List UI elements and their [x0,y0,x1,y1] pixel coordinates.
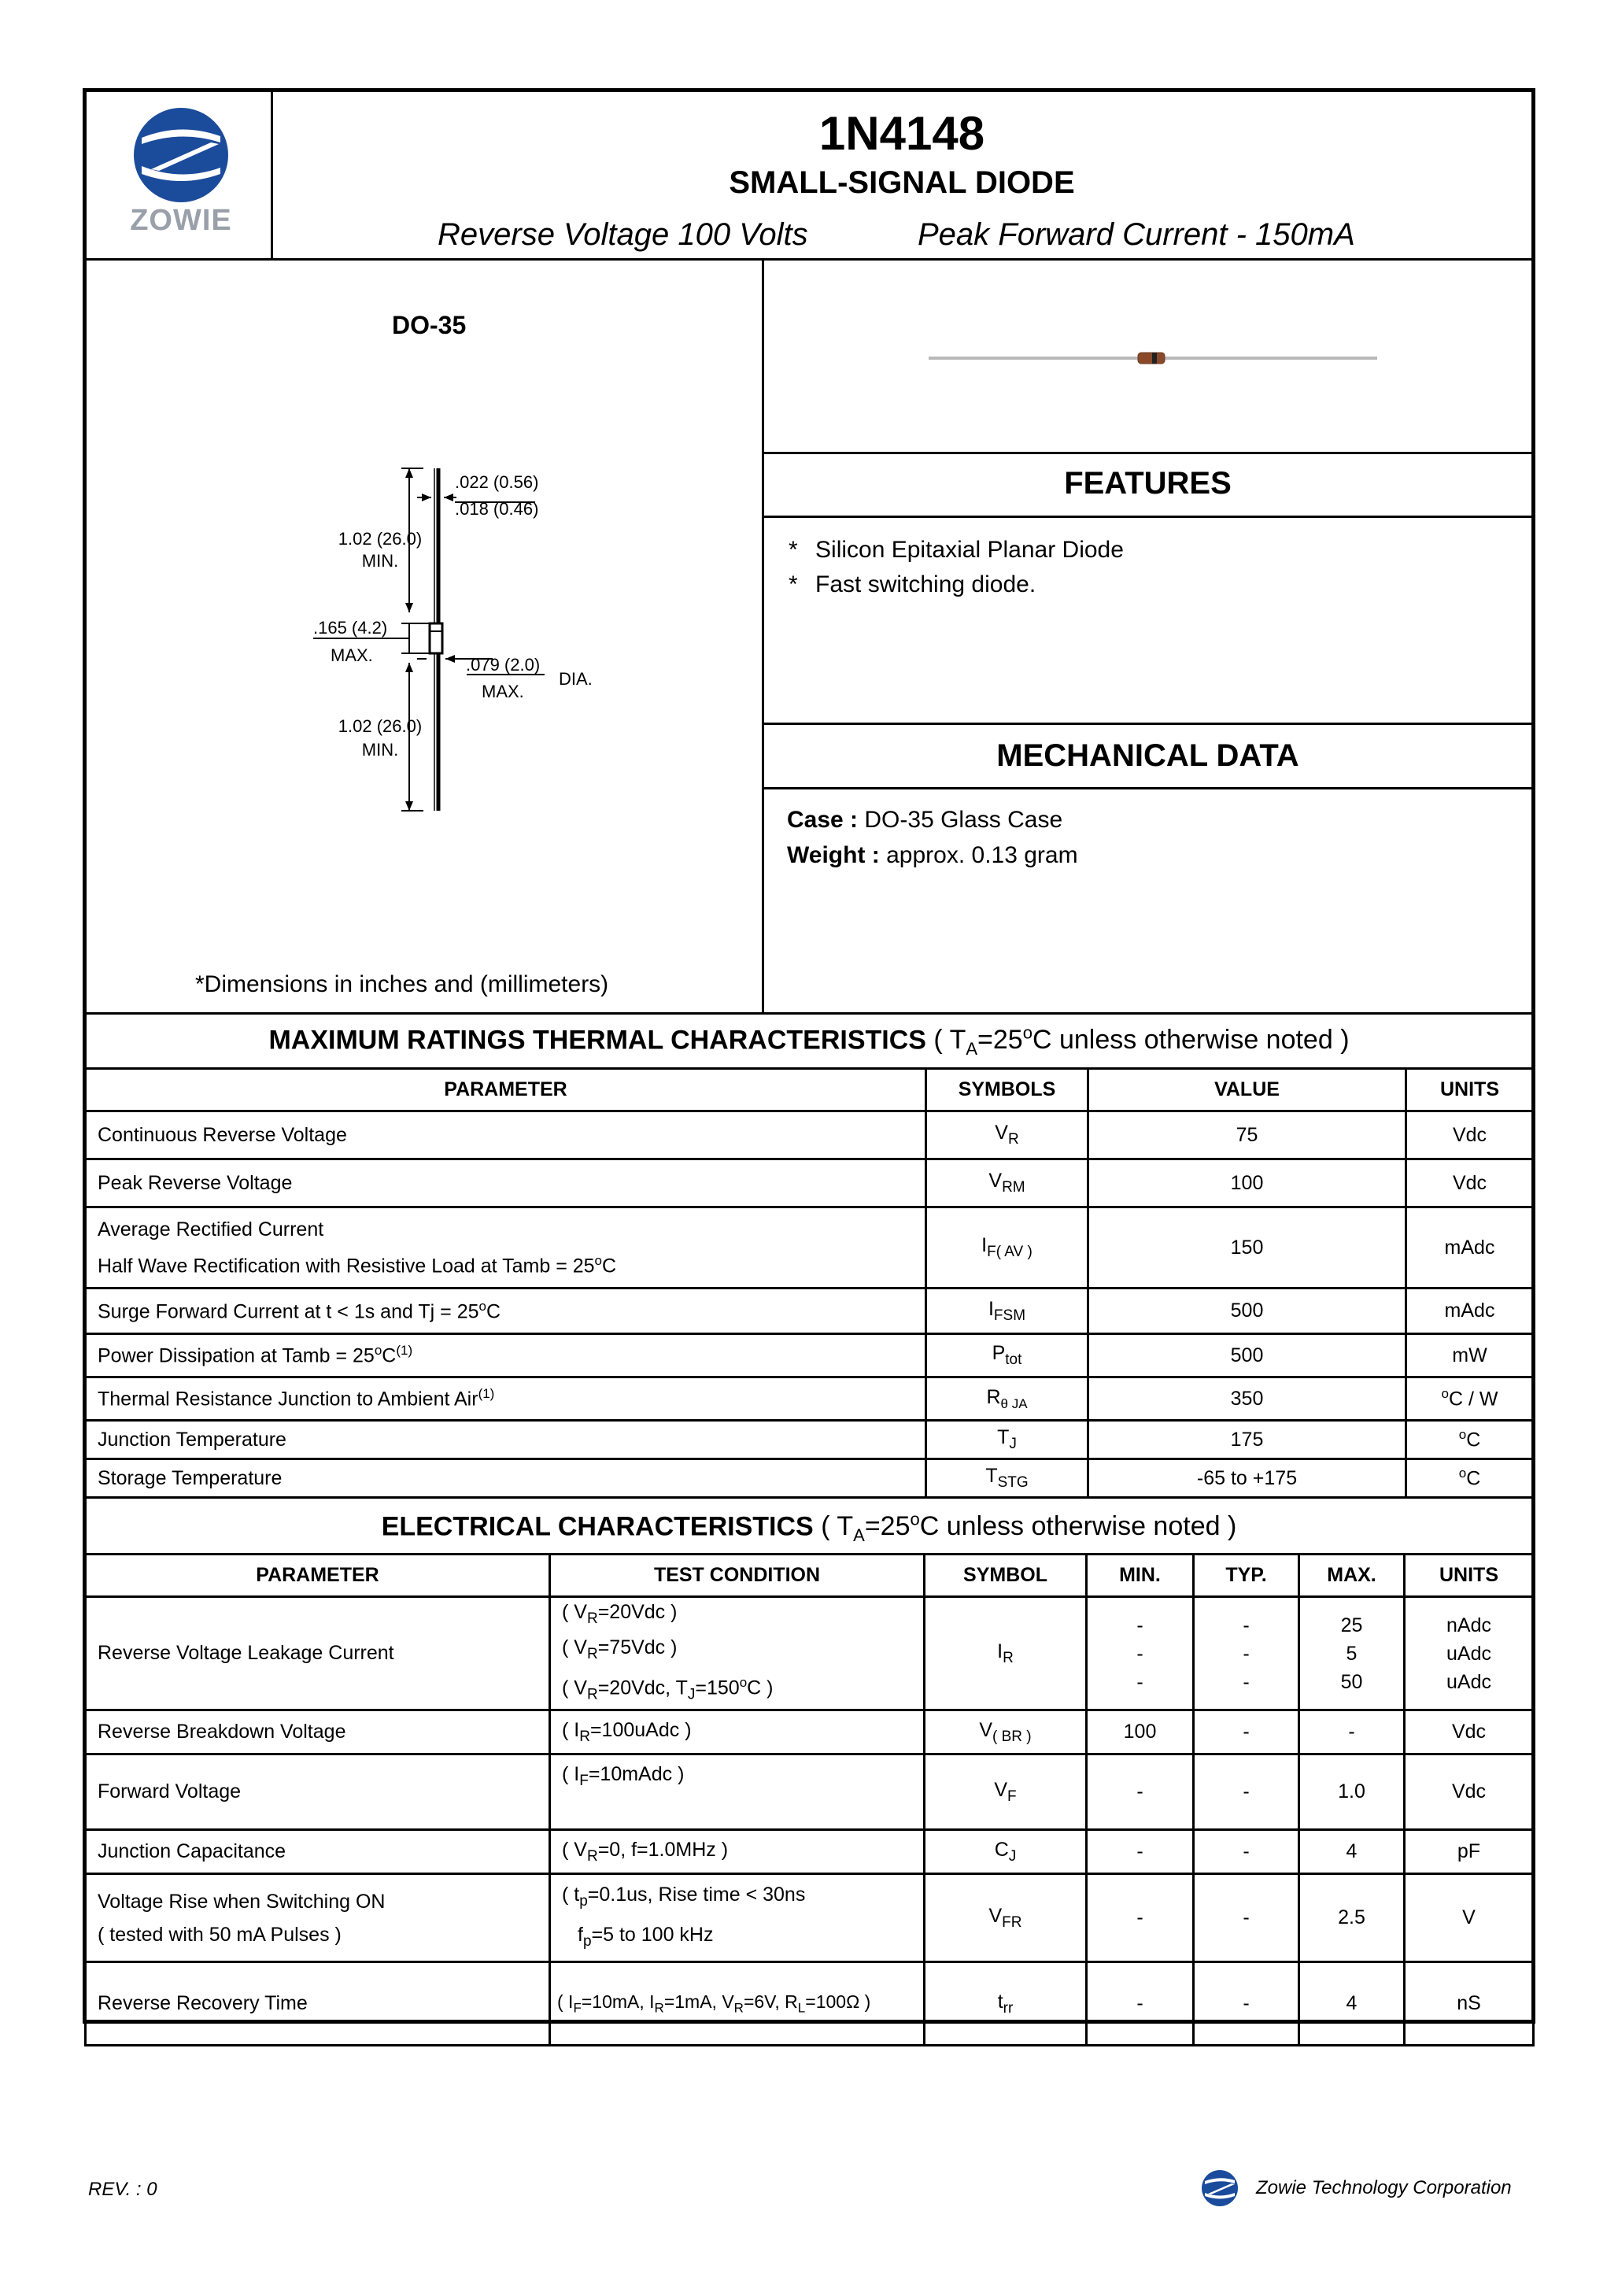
value-cell: 350 [1088,1377,1406,1421]
dim-body-length: .165 (4.2) [313,618,388,638]
table-header-row [86,1069,1534,1111]
max-ratings-table [84,1067,1535,1499]
max-cell: 4 [1299,1962,1405,2046]
unit-cell: $^o$C [1406,1459,1534,1498]
max-cell: 4 [1299,1830,1405,1874]
dim-body-dia-suffix: DIA. [559,669,593,689]
condition-cell: ( $V_R=20Vdc$ ) ( $V_R=75Vdc$ ) ( $V_R=20Vdc$, $T_J=150^oC$ ) [550,1597,925,1710]
table-row [86,1962,1534,2046]
unit-cell: Vdc [1405,1754,1534,1830]
value-cell: 150 [1088,1207,1406,1288]
max-ratings-condition: ( $T_A=25^oC$ unless otherwise noted ) [933,1023,1350,1059]
table-row [86,1597,1534,1710]
min-cell: - [1087,1874,1194,1962]
symbol-cell: $V_{( BR )}$ [925,1710,1087,1754]
param-cell: Voltage Rise when Switching ON ( tested with 50 mA Pulses ) [86,1874,550,1962]
dim-lead-length-bottom-note: MIN. [361,740,399,760]
features-heading-rule [763,516,1532,518]
col-header: PARAMETER [86,1069,926,1111]
unit-cell: $^o$C / W [1406,1377,1534,1421]
max-ratings-title [87,1023,1531,1059]
typ-cell: - [1194,1754,1299,1830]
weight-label: Weight : [787,842,880,868]
unit-cell: mW [1406,1334,1534,1377]
header-bottom-rule [84,258,1532,261]
unit-cell: pF [1405,1830,1534,1874]
forward-current-spec: Peak Forward Current - 150mA [918,217,1355,252]
max-ratings-heading: MAXIMUM RATINGS THERMAL CHARACTERISTICS [268,1025,926,1056]
features-top-rule [763,452,1532,454]
feature-bullet: * [789,571,798,597]
unit-cell: Vdc [1405,1710,1534,1754]
part-number: 1N4148 [818,107,985,160]
min-cell: - [1087,1830,1194,1874]
condition-cell: ( $I_R=100uAdc$ ) [550,1710,925,1754]
value-cell: 100 [1088,1159,1406,1207]
feature-bullet: * [789,537,798,563]
min-cell: - [1087,1754,1194,1830]
table-row [86,1159,1534,1207]
table-row [86,1111,1534,1159]
param-cell: Reverse Voltage Leakage Current [86,1597,550,1710]
symbol-cell: $V_R$ [926,1111,1088,1159]
symbol-cell: $C_J$ [925,1830,1087,1874]
col-header: VALUE [1088,1069,1406,1111]
col-header: UNITS [1405,1555,1534,1597]
dim-body-dia-note: MAX. [482,682,524,701]
col-header: UNITS [1406,1069,1534,1111]
dim-lead-length-top: 1.02 (26.0) [338,529,423,549]
table-row [86,1710,1534,1754]
logo-text: ZOWIE [130,204,232,237]
features-heading: FEATURES [1064,466,1232,501]
package-panel-divider [762,260,764,1014]
unit-cell: Vdc [1406,1111,1534,1159]
symbol-cell: $R_{\theta JA}$ [926,1377,1088,1421]
unit-cell: mAdc [1406,1207,1534,1288]
param-cell: Junction Temperature [86,1421,926,1459]
table-row [86,1288,1534,1334]
table-row [86,1207,1534,1288]
dimensions-note: *Dimensions in inches and (millimeters) [195,971,609,997]
typ-cell: - [1194,1874,1299,1962]
condition-cell: ( $t_p=0.1us$, Rise time < 30ns $f_p=5$ to 100 kHz [550,1874,925,1962]
diode-photo [929,346,1385,370]
param-cell: Reverse Recovery Time [86,1962,550,2046]
case-label: Case : [787,807,859,833]
typ-cell: - - - [1194,1597,1299,1710]
zowie-logo [118,106,244,240]
symbol-cell: $V_{FR}$ [925,1874,1087,1962]
case-line [787,807,1062,834]
table-row [86,1334,1534,1377]
max-cell: 1.0 [1299,1754,1405,1830]
mechanical-top-rule [763,723,1532,725]
param-cell: Thermal Resistance Junction to Ambient Air$^{(1)}$ [86,1377,926,1421]
electrical-heading: ELECTRICAL CHARACTERISTICS [381,1511,814,1542]
typ-cell: - [1194,1710,1299,1754]
feature-text: Fast switching diode. [815,571,1036,597]
max-cell: 25 5 50 [1299,1597,1405,1710]
feature-item [789,571,1036,598]
dim-lead-length-top-note: MIN. [361,551,399,571]
param-cell: Forward Voltage [86,1754,550,1830]
condition-cell: ( $I_F=10mA$, $I_R=1mA$, $V_R=6V$, $R_L=100\Omega$ ) [550,1962,925,2046]
param-cell: Storage Temperature [86,1459,926,1498]
max-cell: 2.5 [1299,1874,1405,1962]
reverse-voltage-spec: Reverse Voltage 100 Volts [438,217,808,252]
dim-body-dia: .079 (2.0) [466,655,541,675]
weight-line [787,842,1078,869]
symbol-cell: $I_{F( AV )}$ [926,1207,1088,1288]
electrical-condition: ( $T_A=25^oC$ unless otherwise noted ) [821,1510,1237,1546]
company-logo-icon [1200,2168,1239,2208]
weight-value: approx. 0.13 gram [886,842,1078,868]
typ-cell: - [1194,1830,1299,1874]
param-cell: Reverse Breakdown Voltage [86,1710,550,1754]
table-row [86,1874,1534,1962]
col-header: SYMBOL [925,1555,1087,1597]
electrical-table [84,1553,1535,2046]
min-cell: 100 [1087,1710,1194,1754]
symbol-cell: $V_{RM}$ [926,1159,1088,1207]
table-row [86,1754,1534,1830]
symbol-cell: $I_{FSM}$ [926,1288,1088,1334]
param-cell: Power Dissipation at Tamb = $25^oC^{(1)}$ [86,1334,926,1377]
dim-lead-dia-max: .022 (0.56) [455,472,539,492]
electrical-title [87,1510,1531,1546]
value-cell: 500 [1088,1288,1406,1334]
symbol-cell: $P_{tot}$ [926,1334,1088,1377]
table-row [86,1421,1534,1459]
condition-cell: ( $I_F=10mAdc$ ) [550,1754,925,1830]
unit-cell: V [1405,1874,1534,1962]
symbol-cell: $t_{rr}$ [925,1962,1087,2046]
dim-lead-dia-min: .018 (0.46) [455,499,539,519]
col-header: TYP. [1194,1555,1299,1597]
max-cell: - [1299,1710,1405,1754]
param-cell: Average Rectified Current Half Wave Rectification with Resistive Load at Tamb = $25^oC$ [86,1207,926,1288]
param-cell: Peak Reverse Voltage [86,1159,926,1207]
unit-cell: nAdc uAdc uAdc [1405,1597,1534,1710]
symbol-cell: $T_{STG}$ [926,1459,1088,1498]
value-cell: -65 to +175 [1088,1459,1406,1498]
unit-cell: mAdc [1406,1288,1534,1334]
param-cell: Surge Forward Current at t < 1s and $Tj = 25^oC$ [86,1288,926,1334]
col-header: PARAMETER [86,1555,550,1597]
table-row [86,1459,1534,1498]
symbol-cell: $T_J$ [926,1421,1088,1459]
unit-cell: nS [1405,1962,1534,2046]
table-row [86,1830,1534,1874]
col-header: TEST CONDITION [550,1555,925,1597]
device-type: SMALL-SIGNAL DIODE [729,165,1075,200]
value-cell: 500 [1088,1334,1406,1377]
case-value: DO-35 Glass Case [864,807,1063,833]
symbol-cell: $V_F$ [925,1754,1087,1830]
min-cell: - [1087,1962,1194,2046]
col-header: MIN. [1087,1555,1194,1597]
max-ratings-top-rule [84,1012,1532,1015]
condition-cell: ( $V_R=0$, f=1.0MHz ) [550,1830,925,1874]
mechanical-heading-rule [763,787,1532,789]
table-header-row [86,1555,1534,1597]
package-name: DO-35 [392,311,467,339]
mechanical-heading: MECHANICAL DATA [996,738,1299,773]
revision-label: REV. : 0 [88,2179,157,2200]
col-header: SYMBOLS [926,1069,1088,1111]
table-row [86,1377,1534,1421]
dim-lead-length-bottom: 1.02 (26.0) [338,716,423,736]
param-cell: Junction Capacitance [86,1830,550,1874]
value-cell: 75 [1088,1111,1406,1159]
feature-text: Silicon Epitaxial Planar Diode [815,537,1124,563]
typ-cell: - [1194,1962,1299,2046]
dim-body-length-note: MAX. [331,645,373,665]
unit-cell: $^o$C [1406,1421,1534,1459]
param-cell: Continuous Reverse Voltage [86,1111,926,1159]
feature-item [789,537,1124,564]
unit-cell: Vdc [1406,1159,1534,1207]
symbol-cell: $I_R$ [925,1597,1087,1710]
company-name: Zowie Technology Corporation [1256,2177,1512,2198]
min-cell: - - - [1087,1597,1194,1710]
col-header: MAX. [1299,1555,1405,1597]
value-cell: 175 [1088,1421,1406,1459]
